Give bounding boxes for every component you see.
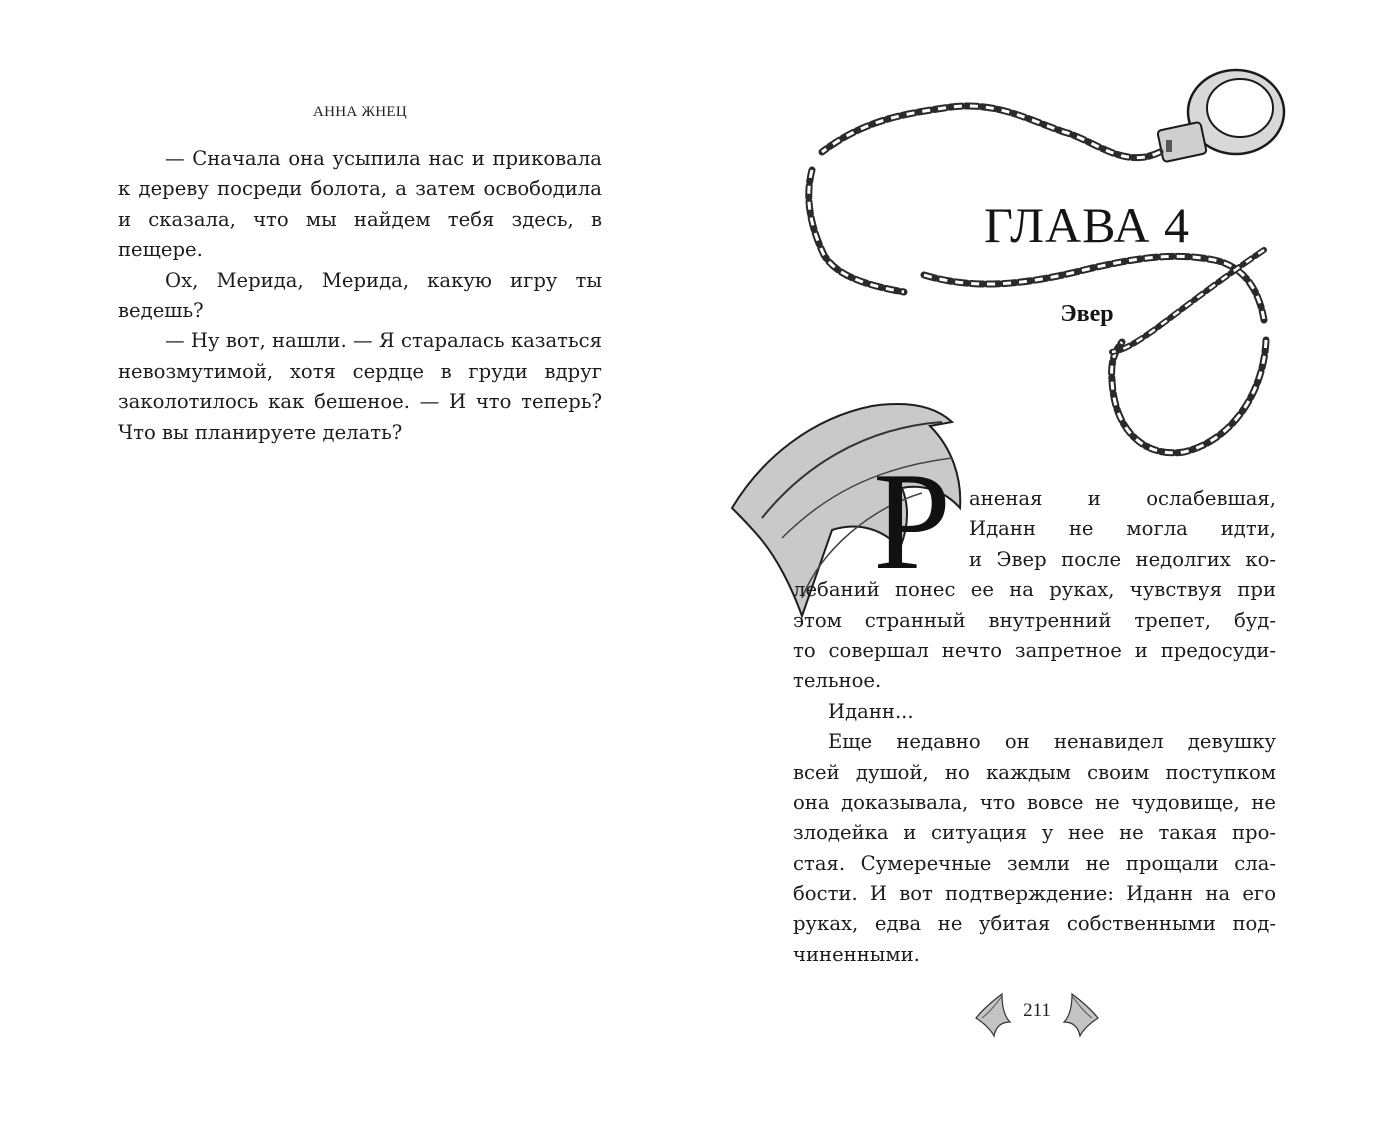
text-line: она доказывала, что вовсе не чудовище, не bbox=[793, 790, 1276, 814]
text-line: злодейка и ситуация у нее не такая про- bbox=[793, 821, 1276, 845]
text-line: и Эвер после недолгих ко- bbox=[969, 547, 1276, 571]
text-line: тельное. bbox=[793, 669, 882, 693]
chapter-title: ГЛАВА 4 bbox=[984, 197, 1190, 253]
text-line: аненая и ослабевшая, bbox=[969, 487, 1276, 510]
left-page-body bbox=[118, 144, 602, 448]
right-page-body bbox=[793, 484, 1276, 970]
text-line: лебаний понес ее на руках, чувствуя при bbox=[793, 578, 1276, 602]
text-line: Еще недавно он ненавидел девушку bbox=[828, 730, 1276, 754]
small-wing-left-icon bbox=[972, 992, 1014, 1040]
chapter-subtitle: Эвер bbox=[1060, 301, 1114, 327]
paragraph: Ох, Мерида, Мерида, какую игру ты ведешь? bbox=[118, 268, 602, 323]
text-line: стая. Сумеречные земли не прощали сла- bbox=[793, 851, 1276, 875]
text-line: Иданн... bbox=[828, 699, 914, 723]
text-line: руках, едва не убитая собственными под- bbox=[793, 912, 1276, 936]
text-line: бости. И вот подтверждение: Иданн на его bbox=[793, 882, 1276, 906]
text-line: всей душой, но каждым своим поступком bbox=[793, 760, 1276, 784]
paragraph: — Сначала она усыпила нас и приковала к дереву посреди болота, а затем освободила и сказала, что мы найдем тебя здесь, в пещере. bbox=[118, 147, 602, 262]
text-line: этом странный внутренний трепет, буд- bbox=[793, 608, 1276, 632]
running-head-author: АННА ЖНЕЦ bbox=[312, 104, 408, 120]
right-page bbox=[697, 0, 1394, 1125]
text-line: то совершал нечто запретное и предосуди- bbox=[793, 638, 1276, 662]
page-number: 211 bbox=[1023, 1000, 1051, 1021]
paragraph: — Ну вот, нашли. — Я старалась казаться невозмутимой, хотя сердце в груди вдруг заколотилось как бешеное. — И что теперь? Что вы планируете делать? bbox=[118, 329, 602, 444]
page-folio bbox=[972, 992, 1102, 1040]
text-line: Иданн не могла идти, bbox=[969, 517, 1276, 541]
drop-cap: Р bbox=[873, 444, 951, 599]
small-wing-right-icon bbox=[1060, 992, 1102, 1040]
text-line: чиненными. bbox=[793, 942, 920, 966]
